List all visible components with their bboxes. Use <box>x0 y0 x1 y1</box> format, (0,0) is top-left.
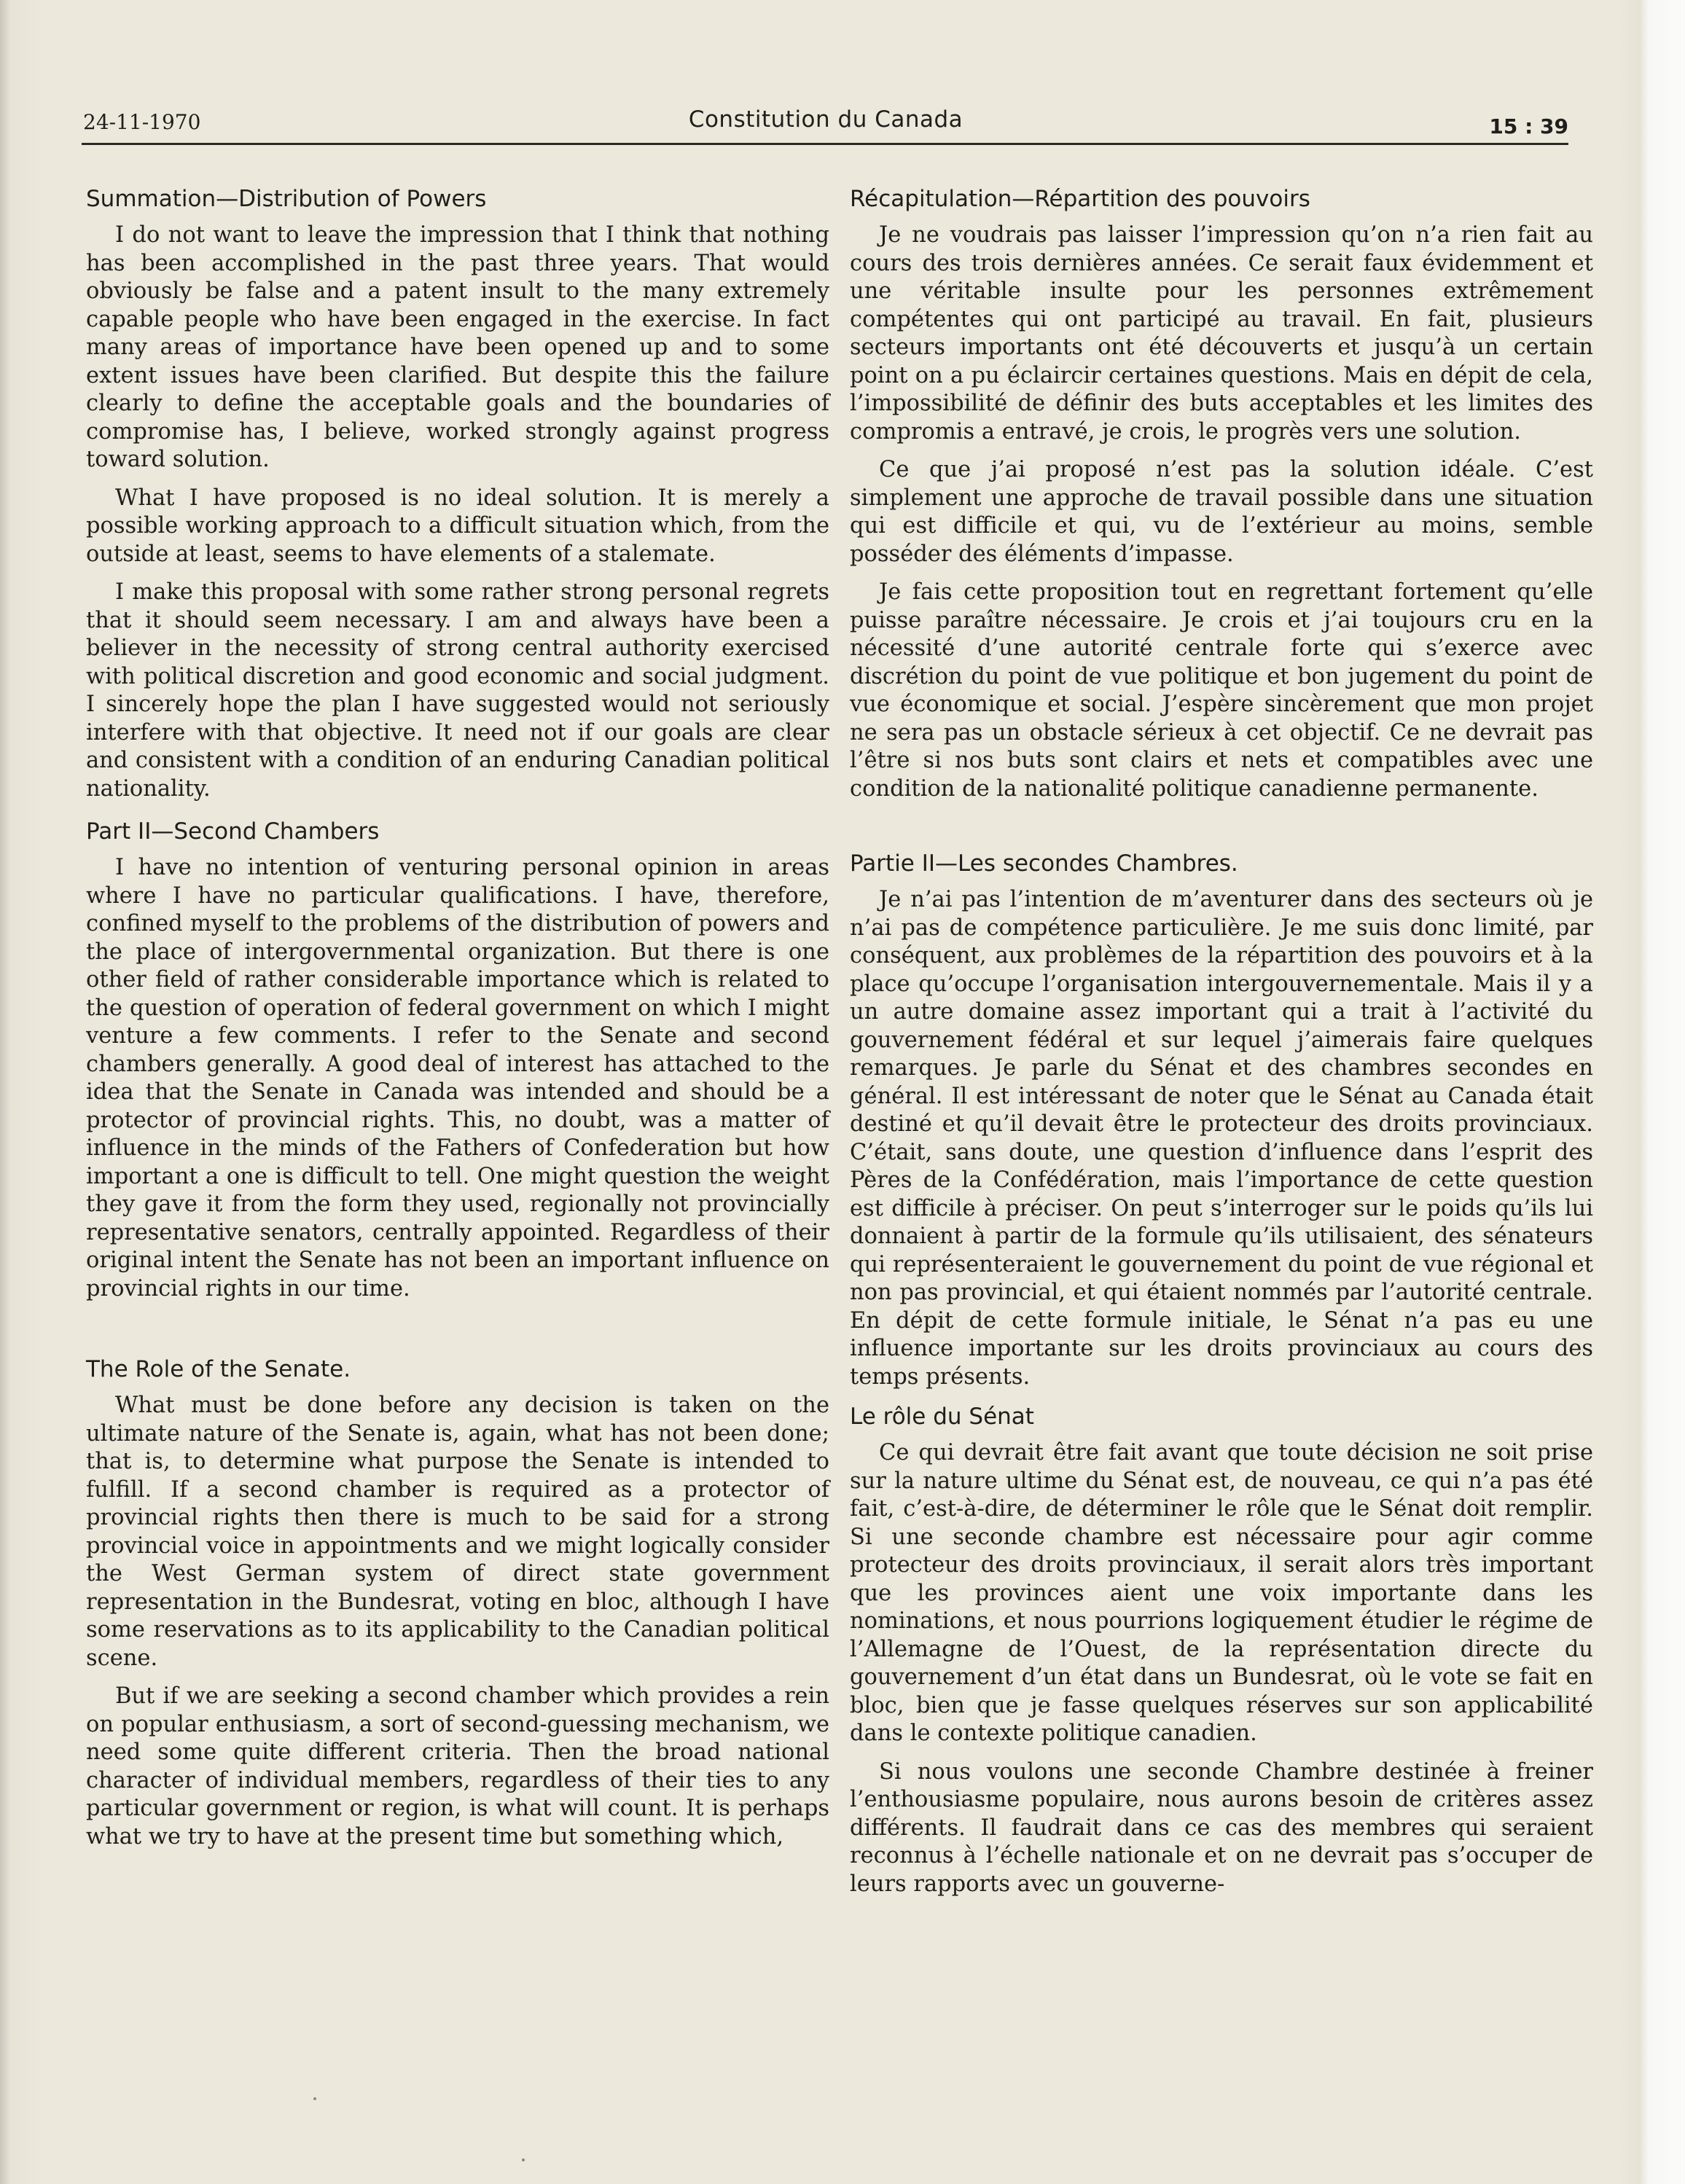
paragraph: What I have proposed is no ideal solution. It is merely a possible working approach to a difficult situation which, from the outside at least, seems to have elements of a stalemate. <box>86 485 829 567</box>
section-heading-summation: Summation—Distribution of Powers <box>86 186 487 212</box>
paragraph: Ce que j’ai proposé n’est pas la solution idéale. C’est simplement une approche de travail possible dans une situation qui est difficile et qui, vu de l’extérieur au moins, semble posséder des éléments d’impasse. <box>850 457 1593 567</box>
page-header <box>83 105 1568 140</box>
header-rule <box>82 143 1568 145</box>
paragraph: Je n’ai pas l’intention de m’aventurer dans des secteurs où je n’ai pas de compétence particulière. Je me suis donc limité, par conséquent, aux problèmes de la répartition des pouvoirs et à la place qu’occupe l’organisation intergouvernementale. Mais il y a un autre domaine assez important qui a trait à l’activité du gouvernement fédéral et sur lequel j’aimerais faire quelques remarques. Je parle du Sénat et des chambres secondes en général. Il est intéressant de noter que le Sénat au Canada était destiné et qu’il devait être le protecteur des droits provinciaux. C’était, sans doute, une question d’influence dans l’esprit des Pères de la Confédération, mais l’importance de cette question est difficile à préciser. On peut s’interroger sur le poids qu’ils lui donnaient à partir de la formule qu’ils utilisaient, des sénateurs qui représenteraient le gouvernement du point de vue régional et non pas provincial, et qui étaient nommés par l’autorité centrale. En dépit de cette formule initiale, le Sénat n’a pas eu une influence importante sur les droits provinciaux au cours des temps présents. <box>850 887 1593 1390</box>
section-heading-recapitulation: Récapitulation—Répartition des pouvoirs <box>850 186 1310 212</box>
paragraph: Je ne voudrais pas laisser l’impression qu’on n’a rien fait au cours des trois dernières années. Ce serait faux évidemment et une véritable insulte pour les personnes extrêmement compétentes qui ont participé au travail. En fait, plusieurs secteurs importants ont été découverts et jusqu’à un certain point on a pu éclaircir certaines questions. Mais en dépit de cela, l’impossibilité de définir des buts acceptables et les limites des compromis a entravé, je crois, le progrès vers une solution. <box>850 222 1593 445</box>
spacer <box>86 1313 829 1355</box>
section-heading-second-chambers: Part II—Second Chambers <box>86 818 380 845</box>
section-heading-role-du-senat: Le rôle du Sénat <box>850 1404 1034 1430</box>
paragraph: But if we are seeking a second chamber which provides a rein on popular enthusiasm, a sort of second-guessing mechanism, we need some quite different criteria. Then the broad national character of individual members, regardless of their ties to any particular government or region, is what will count. It is perhaps what we try to have at the present time but something which, <box>86 1683 829 1850</box>
english-column <box>86 185 829 1861</box>
paragraph: Si nous voulons une seconde Chambre destinée à freiner l’enthousiasme populaire, nous aurons besoin de critères assez différents. Il faudrait dans ce cas des membres qui seraient reconnus à l’échelle nationale et on ne devrait pas s’occuper de leurs rapports avec un gouverne- <box>850 1758 1593 1897</box>
section-heading-role-of-senate: The Role of the Senate. <box>86 1356 351 1382</box>
header-title: Constitution du Canada <box>688 106 963 133</box>
paragraph: I make this proposal with some rather strong personal regrets that it should seem necessary. I am and always have been a believer in the necessity of strong central authority exercised with political discretion and good economic and social judgment. I sincerely hope the plan I have suggested would not seriously interfere with that objective. It need not if our goals are clear and consistent with a condition of an enduring Canadian political nationality. <box>86 579 829 802</box>
paragraph: Ce qui devrait être fait avant que toute décision ne soit prise sur la nature ultime du Sénat est, de nouveau, ce qui n’a pas été fait, c’est-à-dire, de déterminer le rôle que le Sénat doit remplir. Si une seconde chambre est nécessaire pour agir comme protecteur des droits provinciaux, il serait alors très important que les provinces aient une voix importante dans les nominations, et nous pourrions logiquement étudier le régime de l’Allemagne de l’Ouest, de la représentation directe du gouvernement d’un état dans un Bundesrat, où le vote se fait en bloc, bien que je fasse quelques réserves sur son applicabilité dans le contexte politique canadien. <box>850 1440 1593 1746</box>
header-date: 24-11-1970 <box>83 110 201 134</box>
paragraph: I have no intention of venturing personal opinion in areas where I have no particular qualifications. I have, therefore, confined myself to the problems of the distribution of powers and the place of intergovernmental organization. But there is one other field of rather considerable importance which is related to the question of operation of federal government on which I might venture a few comments. I refer to the Senate and second chambers generally. A good deal of interest has attached to the idea that the Senate in Canada was intended and should be a protector of provincial rights. This, no doubt, was a matter of influence in the minds of the Fathers of Confederation but how important a one is difficult to tell. One might question the weight they gave it from the form they used, regionally not provincially representative senators, centrally appointed. Regardless of their original intent the Senate has not been an important influence on provincial rights in our time. <box>86 855 829 1302</box>
paragraph: I do not want to leave the impression that I think that nothing has been accomplished in the past three years. That would obviously be false and a patent insult to the many extremely capable people who have been engaged in the exercise. In fact many areas of importance have been opened up and to some extent issues have been clarified. But despite this the failure clearly to define the acceptable goals and the boundaries of compromise has, I believe, worked strongly against progress toward solution. <box>86 222 829 472</box>
french-column <box>850 185 1593 1909</box>
paper-speck <box>313 2097 316 2100</box>
section-heading-secondes-chambres: Partie II—Les secondes Chambres. <box>850 850 1238 877</box>
paper-speck <box>522 2158 525 2161</box>
spacer <box>850 813 1593 850</box>
paragraph: What must be done before any decision is taken on the ultimate nature of the Senate is, again, what has not been done; that is, to determine what purpose the Senate is intended to fulfill. If a second chamber is required as a protector of provincial rights then there is much to be said for a strong provincial voice in appointments and we might logically consider the West German system of direct state government representation in the Bundesrat, voting en bloc, although I have some reservations as to its applicability to the Canadian political scene. <box>86 1393 829 1671</box>
header-page-number: 15 : 39 <box>1489 114 1568 138</box>
paragraph: Je fais cette proposition tout en regrettant fortement qu’elle puisse paraître nécessaire. Je crois et j’ai toujours cru en la nécessité d’une autorité centrale forte qui s’exerce avec discrétion du point de vue politique et bon jugement du point de vue économique et social. J’espère sincèrement que mon projet ne sera pas un obstacle sérieux à cet objectif. Ce ne devrait pas l’être si nos buts sont clairs et nets et compatibles avec une condition de la nationalité politique canadienne permanente. <box>850 579 1593 802</box>
